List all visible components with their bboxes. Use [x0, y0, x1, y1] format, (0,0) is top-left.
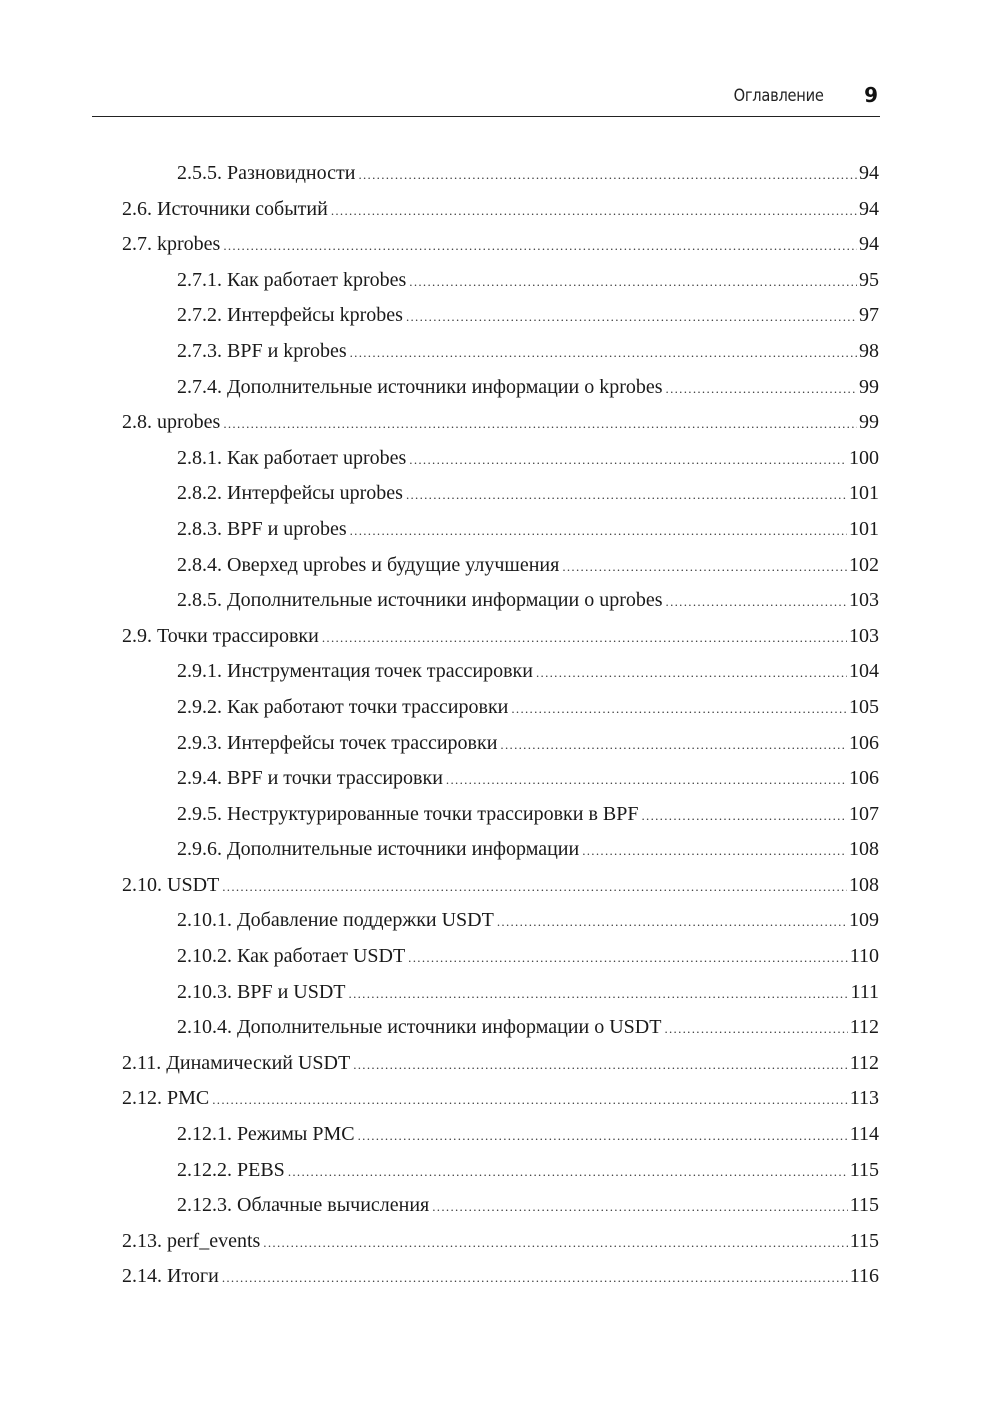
toc-entry-page: 94 — [859, 233, 879, 256]
toc-dot-leader — [406, 477, 847, 513]
toc-subsection-entry — [122, 832, 879, 868]
toc-dot-leader — [666, 584, 847, 620]
toc-section-entry — [122, 192, 879, 228]
toc-entry-page: 112 — [849, 1016, 879, 1039]
toc-entry-label: 2.7.1. Как работает kprobes — [177, 268, 407, 291]
toc-entry-page: 99 — [859, 375, 879, 398]
toc-dot-leader — [349, 976, 849, 1012]
toc-dot-leader — [223, 406, 857, 442]
toc-entry-page: 108 — [849, 838, 879, 861]
toc-subsection-entry — [122, 334, 879, 370]
toc-entry-label: 2.9.2. Как работают точки трассировки — [177, 695, 509, 718]
toc-dot-leader — [409, 264, 857, 300]
toc-entry-label: 2.10.4. Дополнительные источники информации о USDT — [177, 1016, 662, 1039]
toc-entry-page: 103 — [849, 624, 879, 647]
toc-dot-leader — [497, 904, 847, 940]
toc-dot-leader — [408, 940, 848, 976]
toc-entry-label: 2.8.5. Дополнительные источники информации о uprobes — [177, 589, 663, 612]
toc-subsection-entry — [122, 298, 879, 334]
toc-dot-leader — [409, 442, 847, 478]
toc-entry-label: 2.8.3. BPF и uprobes — [177, 517, 347, 540]
toc-subsection-entry — [122, 975, 879, 1011]
toc-entry-page: 106 — [849, 731, 879, 754]
toc-entry-page: 101 — [849, 517, 879, 540]
toc-entry-label: 2.9.1. Инструментация точек трассировки — [177, 660, 533, 683]
toc-subsection-entry — [122, 512, 879, 548]
toc-section-entry — [122, 405, 879, 441]
toc-subsection-entry — [122, 1188, 879, 1224]
toc-entry-page: 107 — [849, 802, 879, 825]
toc-entry-page: 103 — [849, 589, 879, 612]
toc-entry-page: 101 — [849, 482, 879, 505]
toc-entry-page: 111 — [850, 980, 879, 1003]
toc-section-entry — [122, 227, 879, 263]
toc-entry-page: 115 — [849, 1229, 879, 1252]
toc-dot-leader — [288, 1154, 848, 1190]
toc-dot-leader — [350, 513, 847, 549]
toc-entry-label: 2.8. uprobes — [122, 411, 221, 434]
toc-subsection-entry — [122, 726, 879, 762]
running-header — [92, 82, 880, 117]
toc-entry-page: 105 — [849, 695, 879, 718]
toc-entry-page: 94 — [859, 197, 879, 220]
toc-subsection-entry — [122, 583, 879, 619]
toc-subsection-entry — [122, 263, 879, 299]
toc-section-entry — [122, 1046, 879, 1082]
toc-entry-page: 106 — [849, 767, 879, 790]
toc-entry-label: 2.12.1. Режимы PMC — [177, 1123, 355, 1146]
toc-entry-label: 2.10.2. Как работает USDT — [177, 945, 406, 968]
toc-entry-label: 2.9.6. Дополнительные источники информации — [177, 838, 580, 861]
toc-entry-page: 95 — [859, 268, 879, 291]
toc-entry-label: 2.9.3. Интерфейсы точек трассировки — [177, 731, 498, 754]
toc-dot-leader — [223, 228, 857, 264]
toc-entry-label: 2.13. perf_events — [122, 1229, 261, 1252]
toc-entry-label: 2.10.1. Добавление поддержки USDT — [177, 909, 494, 932]
toc-subsection-entry — [122, 1010, 879, 1046]
toc-entry-label: 2.8.2. Интерфейсы uprobes — [177, 482, 403, 505]
toc-entry-page: 94 — [859, 162, 879, 184]
toc-entry-label: 2.12. PMC — [122, 1087, 210, 1110]
toc-dot-leader — [350, 335, 857, 371]
toc-section-entry — [122, 1259, 879, 1295]
toc-subsection-entry — [122, 370, 879, 406]
toc-subsection-entry — [122, 156, 879, 192]
toc-entry-label: 2.11. Динамический USDT — [122, 1051, 351, 1074]
toc-section-entry — [122, 1081, 879, 1117]
toc-section-entry — [122, 619, 879, 655]
toc-entry-page: 116 — [849, 1265, 879, 1288]
toc-entry-page: 102 — [849, 553, 879, 576]
toc-dot-leader — [562, 549, 847, 585]
toc-entry-page: 98 — [859, 339, 879, 362]
toc-entry-page: 108 — [849, 873, 879, 896]
toc-entry-label: 2.12.2. PEBS — [177, 1158, 285, 1181]
toc-dot-leader — [500, 727, 847, 763]
toc-entry-label: 2.6. Источники событий — [122, 197, 328, 220]
toc-subsection-entry — [122, 476, 879, 512]
toc-dot-leader — [666, 371, 857, 407]
toc-dot-leader — [582, 833, 847, 869]
toc-entry-page: 100 — [849, 446, 879, 469]
toc-dot-leader — [664, 1011, 847, 1047]
toc-dot-leader — [322, 620, 847, 656]
toc-entry-page: 112 — [849, 1051, 879, 1074]
toc-entry-page: 115 — [849, 1158, 879, 1181]
toc-entry-page: 97 — [859, 304, 879, 327]
toc-subsection-entry — [122, 903, 879, 939]
toc-entry-label: 2.9.4. BPF и точки трассировки — [177, 767, 443, 790]
toc-entry-label: 2.9.5. Неструктурированные точки трассировки в BPF — [177, 802, 639, 825]
toc-entry-page: 110 — [849, 945, 879, 968]
toc-entry-label: 2.8.1. Как работает uprobes — [177, 446, 407, 469]
toc-subsection-entry — [122, 654, 879, 690]
toc-entry-label: 2.7.2. Интерфейсы kprobes — [177, 304, 403, 327]
toc-entry-label: 2.8.4. Оверхед uprobes и будущие улучшения — [177, 553, 560, 576]
toc-entry-page: 114 — [849, 1123, 879, 1146]
toc-subsection-entry — [122, 441, 879, 477]
toc-dot-leader — [358, 157, 857, 193]
toc-entry-label: 2.9. Точки трассировки — [122, 624, 319, 647]
toc-dot-leader — [263, 1225, 847, 1261]
toc-entry-label: 2.10.3. BPF и USDT — [177, 980, 346, 1003]
toc-entry-page: 99 — [859, 411, 879, 434]
toc-subsection-entry — [122, 690, 879, 726]
toc-section-entry — [122, 1224, 879, 1260]
toc-entry-label: 2.7.4. Дополнительные источники информации о kprobes — [177, 375, 663, 398]
toc-dot-leader — [358, 1118, 848, 1154]
toc-subsection-entry — [122, 797, 879, 833]
toc-entry-page: 115 — [849, 1194, 879, 1217]
toc-subsection-entry — [122, 939, 879, 975]
toc-subsection-entry — [122, 548, 879, 584]
toc-entry-page: 104 — [849, 660, 879, 683]
table-of-contents — [122, 156, 879, 1295]
toc-dot-leader — [406, 299, 857, 335]
toc-subsection-entry — [122, 761, 879, 797]
toc-subsection-entry — [122, 1153, 879, 1189]
toc-dot-leader — [536, 655, 847, 691]
toc-subsection-entry — [122, 1117, 879, 1153]
toc-dot-leader — [511, 691, 847, 727]
toc-entry-label: 2.5.5. Разновидности — [177, 162, 356, 184]
toc-entry-page: 113 — [849, 1087, 879, 1110]
toc-entry-page: 109 — [849, 909, 879, 932]
toc-dot-leader — [432, 1189, 847, 1225]
toc-entry-label: 2.7. kprobes — [122, 233, 221, 256]
toc-entry-label: 2.14. Итоги — [122, 1265, 219, 1288]
toc-dot-leader — [641, 798, 847, 834]
toc-dot-leader — [212, 1082, 847, 1118]
toc-section-entry — [122, 868, 879, 904]
toc-entry-label: 2.10. USDT — [122, 873, 220, 896]
toc-dot-leader — [446, 762, 847, 798]
toc-entry-label: 2.12.3. Облачные вычисления — [177, 1194, 430, 1217]
toc-dot-leader — [222, 1260, 848, 1296]
toc-dot-leader — [353, 1047, 848, 1083]
running-header-title: Оглавление — [734, 86, 824, 106]
page-number: 9 — [864, 83, 878, 107]
toc-entry-label: 2.7.3. BPF и kprobes — [177, 339, 347, 362]
toc-dot-leader — [331, 193, 857, 229]
toc-dot-leader — [222, 869, 847, 905]
